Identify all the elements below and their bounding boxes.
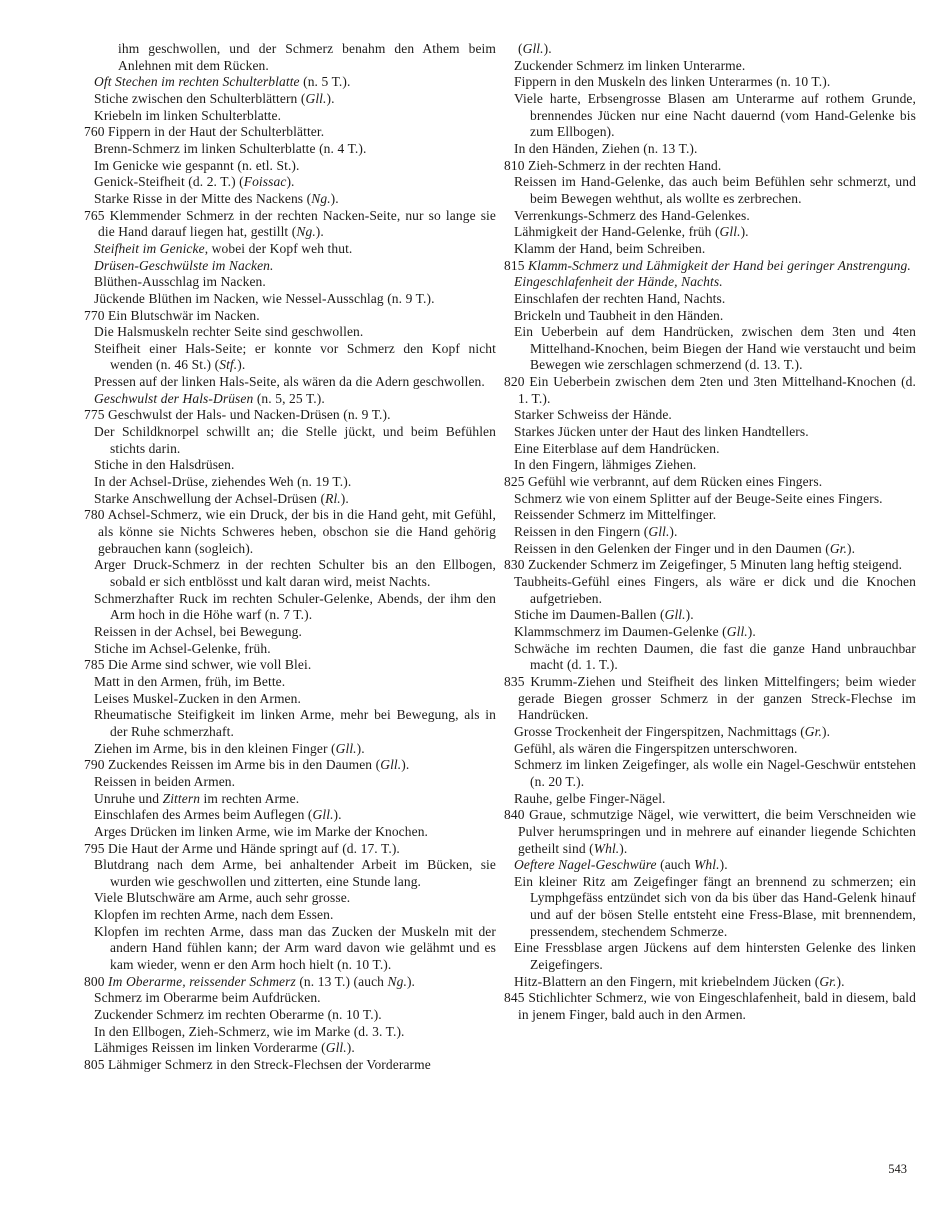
entry-text: Oft Stechen im rechten Schulterblatte xyxy=(94,74,300,90)
entry-text: ). xyxy=(740,224,749,240)
entry-text: Reissen in den Gelenken der Finger und in den Daumen ( xyxy=(514,540,830,556)
entry-text: Gll. xyxy=(325,1040,347,1056)
symptom-entry xyxy=(504,457,916,474)
symptom-entry xyxy=(504,624,916,641)
symptom-entry xyxy=(84,807,496,824)
symptom-entry xyxy=(84,141,496,158)
entry-text: ). xyxy=(747,623,756,639)
entry-text: Arges Drücken im linken Arme, wie im Marke der Knochen. xyxy=(94,823,429,839)
entry-text: Gr. xyxy=(819,973,837,989)
entry-text: Grosse Trockenheit der Fingerspitzen, Nachmittags ( xyxy=(514,723,805,739)
entry-text: Klammschmerz im Daumen-Gelenke ( xyxy=(514,623,727,639)
symptom-entry xyxy=(84,707,496,740)
entry-text: ). xyxy=(237,357,246,373)
symptom-entry xyxy=(504,507,916,524)
entry-text: Zuckender Schmerz im Zeigefinger, 5 Minuten lang heftig steigend. xyxy=(528,557,903,573)
entry-text: Zittern xyxy=(162,790,201,806)
symptom-entry xyxy=(84,624,496,641)
entry-text: Stf. xyxy=(219,357,238,373)
symptom-entry-805 xyxy=(84,1057,496,1074)
entry-text: (n. 13 T.) (auch xyxy=(295,973,388,989)
symptom-entry xyxy=(504,874,916,941)
entry-number: 820 xyxy=(504,374,530,390)
symptom-entry xyxy=(84,557,496,590)
symptom-entry xyxy=(84,74,496,91)
entry-text: Eine Fressblase argen Jückens auf dem hintersten Gelenke des linken Zeigefingers. xyxy=(514,940,916,973)
symptom-entry xyxy=(84,324,496,341)
entry-text: Foissac xyxy=(243,174,287,190)
entry-text: Reissen in der Achsel, bei Bewegung. xyxy=(94,623,302,639)
entry-text: Ein Blutschwär im Nacken. xyxy=(108,307,260,323)
symptom-entry xyxy=(84,691,496,708)
symptom-entry xyxy=(84,1007,496,1024)
symptom-entry xyxy=(504,208,916,225)
entry-text: Ein Ueberbein auf dem Handrücken, zwischen dem 3ten und 4ten Mittelhand-Knochen, beim Biegen der Hand wie verstaucht und beim Bewegen wie zerschlagen schmerzend (d. 13. T.). xyxy=(514,324,916,373)
entry-text: ). xyxy=(821,723,831,739)
entry-text: Gll. xyxy=(726,623,748,639)
entry-text: Stiche zwischen den Schulterblättern ( xyxy=(94,90,306,106)
entry-text: Matt in den Armen, früh, im Bette. xyxy=(94,673,286,689)
symptom-entry xyxy=(84,108,496,125)
entry-text: Im Genicke wie gespannt (n. etl. St.). xyxy=(94,157,300,173)
entry-text: Gefühl, als wären die Fingerspitzen unterschworen. xyxy=(514,740,798,756)
entry-text: Reissen im Hand-Gelenke, das auch beim Befühlen sehr schmerzt, und beim Bewegen wehthut, als wollte es zerbrechen. xyxy=(514,174,916,206)
symptom-entry xyxy=(84,341,496,374)
entry-text: Gefühl wie verbrannt, auf dem Rücken eines Fingers. xyxy=(528,474,823,490)
symptom-entry xyxy=(84,857,496,890)
entry-number: 810 xyxy=(504,157,529,173)
entry-text: Viele harte, Erbsengrosse Blasen am Unterarme auf rothem Grunde, brennendes Jücken nur eine Nacht dauernd (vom Hand-Gelenke bis zum Ellbogen). xyxy=(514,90,916,140)
entry-text: Stiche in den Halsdrüsen. xyxy=(94,457,235,473)
symptom-entry xyxy=(84,474,496,491)
entry-text: Genick-Steifheit (d. 2. T.) ( xyxy=(94,174,244,190)
entry-text: Gll. xyxy=(335,740,357,756)
symptom-entry xyxy=(84,1040,496,1057)
entry-text: Steifheit einer Hals-Seite; er konnte vor Schmerz den Kopf nicht wenden (n. 46 St.) ( xyxy=(94,340,496,373)
entry-text: Eingeschlafenheit der Hände, Nachts. xyxy=(514,274,723,290)
entry-text: Geschwulst der Hals-Drüsen xyxy=(94,390,254,406)
symptom-entry xyxy=(84,391,496,408)
entry-text: ). xyxy=(619,840,628,856)
entry-text: Blutdrang nach dem Arme, bei anhaltender Arbeit im Bücken, sie wurden wie geschwollen und zitterten, eine Stunde lang. xyxy=(94,857,496,889)
entry-text: Reissender Schmerz im Mittelfinger. xyxy=(514,507,717,523)
symptom-entry xyxy=(504,940,916,973)
entry-text: Lähmiger Schmerz in den Streck-Flechsen der Vorderarme xyxy=(108,1057,431,1073)
symptom-entry xyxy=(84,824,496,841)
entry-text: ). xyxy=(669,524,678,540)
symptom-entry-800 xyxy=(84,974,496,991)
entry-text: Zieh-Schmerz in der rechten Hand. xyxy=(528,157,722,173)
entry-text: Gll. xyxy=(719,224,741,240)
entry-text: Die Haut der Arme und Hände springt auf (d. 17. T.). xyxy=(108,840,400,856)
symptom-entry xyxy=(84,241,496,258)
entry-number: 800 xyxy=(84,973,109,989)
entry-number: 840 xyxy=(504,807,530,823)
entry-text: (n. 5, 25 T.). xyxy=(253,390,325,406)
entry-text: ihm geschwollen, und der Schmerz benahm den Athem beim Anlehnen mit dem Rücken. xyxy=(118,41,496,73)
entry-text: In der Achsel-Drüse, ziehendes Weh (n. 19 T.). xyxy=(94,474,352,490)
symptom-entry xyxy=(84,274,496,291)
symptom-entry xyxy=(504,58,916,75)
entry-number: 795 xyxy=(84,840,109,856)
entry-text: ). xyxy=(685,607,694,623)
entry-text: ). xyxy=(340,490,349,506)
entry-text: ( xyxy=(518,41,523,56)
entry-text: Unruhe und xyxy=(94,790,163,806)
symptom-entry xyxy=(504,741,916,758)
entry-text: ). xyxy=(406,973,416,989)
symptom-entry xyxy=(84,774,496,791)
entry-text: ). xyxy=(543,41,552,56)
entry-text: ). xyxy=(847,540,856,556)
entry-text: Krumm-Ziehen und Steifheit des linken Mittelfingers; beim wieder gerade Biegen grosser Schmerz in der ganzen Streck-Flechse im Handrücken. xyxy=(518,673,916,723)
entry-text: In den Händen, Ziehen (n. 13 T.). xyxy=(514,140,698,156)
entry-text: Brenn-Schmerz im linken Schulterblatte (n. 4 T.). xyxy=(94,140,367,156)
entry-text: Ein Ueberbein zwischen dem 2ten und 3ten Mittelhand-Knochen (d. 1. T.). xyxy=(518,374,916,406)
entry-text: Stiche im Daumen-Ballen ( xyxy=(514,607,665,623)
entry-text: ). xyxy=(333,807,342,823)
symptom-entry xyxy=(504,274,916,291)
entry-text: Zuckendes Reissen im Arme bis in den Daumen ( xyxy=(108,757,381,773)
symptom-entry xyxy=(504,41,916,58)
symptom-entry xyxy=(84,258,496,275)
entry-text: Gll. xyxy=(522,41,544,56)
symptom-entry xyxy=(504,791,916,808)
entry-text: Ng. xyxy=(296,224,316,240)
symptom-entry xyxy=(504,641,916,674)
symptom-entry xyxy=(504,441,916,458)
entry-number: 770 xyxy=(84,307,109,323)
symptom-entry xyxy=(84,907,496,924)
entry-text: Jückende Blüthen im Nacken, wie Nessel-Ausschlag (n. 9 T.). xyxy=(94,290,435,306)
symptom-entry xyxy=(84,191,496,208)
entry-text: Einschlafen des Armes beim Auflegen ( xyxy=(94,807,313,823)
entry-text: Ng. xyxy=(387,973,407,989)
symptom-entry xyxy=(504,541,916,558)
symptom-entry-770 xyxy=(84,308,496,325)
entry-text: (auch xyxy=(656,857,695,873)
entry-text: , wobei der Kopf weh thut. xyxy=(204,240,353,256)
symptom-entry-785 xyxy=(84,657,496,674)
symptom-entry xyxy=(84,924,496,974)
entry-text: Schmerz im Oberarme beim Aufdrücken. xyxy=(94,990,321,1006)
entry-text: Stiche im Achsel-Gelenke, früh. xyxy=(94,640,271,656)
symptom-entry xyxy=(504,308,916,325)
symptom-entry xyxy=(84,641,496,658)
entry-text: Steifheit im Genicke xyxy=(94,240,205,256)
entry-number: 765 xyxy=(84,207,110,223)
entry-text: Lähmiges Reissen im linken Vorderarme ( xyxy=(94,1040,326,1056)
entry-number: 825 xyxy=(504,474,529,490)
entry-text: Pressen auf der linken Hals-Seite, als wären da die Adern geschwollen. xyxy=(94,374,485,390)
entry-text: Ziehen im Arme, bis in den kleinen Finger ( xyxy=(94,740,336,756)
entry-text: ). xyxy=(286,174,295,190)
entry-number: 805 xyxy=(84,1057,109,1073)
symptom-entry xyxy=(504,607,916,624)
entry-text: Leises Muskel-Zucken in den Armen. xyxy=(94,690,301,706)
entry-text: Klopfen im rechten Arme, dass man das Zucken der Muskeln mit der andern Hand fühlen kann; der Arm ward davon wie gelähmt und es kam wieder, wenn er den Arm hoch hielt (n. 10 T.). xyxy=(94,923,496,973)
entry-number: 780 xyxy=(84,507,108,523)
symptom-entry xyxy=(504,224,916,241)
symptom-entry-795 xyxy=(84,841,496,858)
symptom-entry xyxy=(84,374,496,391)
symptom-entry xyxy=(504,524,916,541)
entry-text: Ng. xyxy=(311,190,331,206)
entry-text: In den Fingern, lähmiges Ziehen. xyxy=(514,457,697,473)
symptom-entry-760 xyxy=(84,124,496,141)
entry-text: ). xyxy=(356,740,365,756)
symptom-entry xyxy=(84,741,496,758)
entry-text: (n. 5 T.). xyxy=(299,74,351,90)
entry-text: ). xyxy=(836,973,845,989)
entry-text: Arger Druck-Schmerz in der rechten Schulter bis an den Ellbogen, sobald er sich entblösst und kalt daran wird, meist Nachts. xyxy=(94,557,496,589)
entry-text: Whl. xyxy=(694,857,720,873)
symptom-entry xyxy=(504,491,916,508)
symptom-entry-825 xyxy=(504,474,916,491)
entry-text: Klamm-Schmerz und Lähmigkeit der Hand bei geringer Anstrengung. xyxy=(528,257,911,273)
entry-text: Einschlafen der rechten Hand, Nachts. xyxy=(514,290,726,306)
entry-text: Hitz-Blattern an den Fingern, mit kriebelndem Jücken ( xyxy=(514,973,820,989)
entry-number: 785 xyxy=(84,657,109,673)
entry-text: Gll. xyxy=(380,757,402,773)
entry-text: Klemmender Schmerz in der rechten Nacken-Seite, nur so lange sie die Hand darauf liegen hat, gestillt ( xyxy=(98,207,496,240)
entry-text: Fippern in den Muskeln des linken Unterarmes (n. 10 T.). xyxy=(514,74,831,90)
entry-number: 815 xyxy=(504,257,529,273)
text-column-left xyxy=(84,41,496,1074)
entry-text: Gll. xyxy=(305,90,327,106)
symptom-entry xyxy=(504,141,916,158)
entry-text: Zuckender Schmerz im rechten Oberarme (n. 10 T.). xyxy=(94,1007,382,1023)
entry-text: Lähmigkeit der Hand-Gelenke, früh ( xyxy=(514,224,720,240)
entry-number: 845 xyxy=(504,990,529,1006)
symptom-entry xyxy=(504,574,916,607)
entry-text: Oeftere Nagel-Geschwüre xyxy=(514,857,657,873)
symptom-entry-840 xyxy=(504,807,916,857)
entry-text: Gr. xyxy=(804,723,822,739)
entry-text: Brickeln und Taubheit in den Händen. xyxy=(514,307,724,323)
entry-text: Schmerz im linken Zeigefinger, als wolle ein Nagel-Geschwür entstehen (n. 20 T.). xyxy=(514,757,916,789)
symptom-entry xyxy=(504,424,916,441)
symptom-entry xyxy=(84,457,496,474)
symptom-entry xyxy=(504,241,916,258)
symptom-entry xyxy=(504,74,916,91)
entry-text: Starke Anschwellung der Achsel-Drüsen ( xyxy=(94,490,326,506)
entry-text: Starke Risse in der Mitte des Nackens ( xyxy=(94,190,312,206)
text-column-right xyxy=(504,41,916,1024)
symptom-entry-810 xyxy=(504,158,916,175)
symptom-entry xyxy=(504,857,916,874)
entry-text: Drüsen-Geschwülste im Nacken. xyxy=(94,257,274,273)
entry-text: Schmerzhafter Ruck im rechten Schuler-Gelenke, Abends, der ihm den Arm hoch in die Höhe warf (n. 7 T.). xyxy=(94,590,496,623)
symptom-entry xyxy=(84,674,496,691)
symptom-entry-830 xyxy=(504,557,916,574)
symptom-entry-780 xyxy=(84,507,496,557)
entry-text: Starkes Jücken unter der Haut des linken Handtellers. xyxy=(514,424,809,440)
symptom-entry xyxy=(504,324,916,374)
entry-text: ). xyxy=(330,190,339,206)
symptom-entry xyxy=(504,91,916,141)
entry-text: Der Schildknorpel schwillt an; die Stelle jückt, und beim Befühlen stichts darin. xyxy=(94,424,496,456)
entry-text: Reissen in den Fingern ( xyxy=(514,524,649,540)
symptom-entry xyxy=(84,591,496,624)
symptom-entry-775 xyxy=(84,407,496,424)
entry-text: Gll. xyxy=(648,524,670,540)
entry-number: 790 xyxy=(84,757,109,773)
entry-text: Im Oberarme, reissender Schmerz xyxy=(108,973,296,989)
symptom-entry xyxy=(84,990,496,1007)
entry-text: Klamm der Hand, beim Schreiben. xyxy=(514,240,706,256)
entry-number: 760 xyxy=(84,124,109,140)
symptom-entry xyxy=(84,491,496,508)
symptom-entry xyxy=(84,158,496,175)
symptom-entry xyxy=(84,91,496,108)
symptom-entry-845 xyxy=(504,990,916,1023)
symptom-entry xyxy=(84,791,496,808)
entry-text: ). xyxy=(719,857,728,873)
entry-text: Verrenkungs-Schmerz des Hand-Gelenkes. xyxy=(514,207,750,223)
symptom-entry-820 xyxy=(504,374,916,407)
entry-text: im rechten Arme. xyxy=(200,790,300,806)
entry-text: Gll. xyxy=(312,807,334,823)
entry-text: Taubheits-Gefühl eines Fingers, als wäre er dick und die Knochen aufgetrieben. xyxy=(514,574,916,606)
entry-text: Zuckender Schmerz im linken Unterarme. xyxy=(514,57,746,73)
entry-text: Starker Schweiss der Hände. xyxy=(514,407,672,423)
symptom-entry xyxy=(504,974,916,991)
entry-text: ). xyxy=(326,90,335,106)
entry-text: Blüthen-Ausschlag im Nacken. xyxy=(94,274,266,290)
symptom-entry-835 xyxy=(504,674,916,724)
entry-text: Achsel-Schmerz, wie ein Druck, der bis in die Hand geht, mit Gefühl, als könne sie Nichts Schweres heben, obschon sie die Hand gehörig gebrauchen kann (sogleich). xyxy=(98,507,496,556)
symptom-entry xyxy=(504,291,916,308)
symptom-entry-815 xyxy=(504,258,916,275)
symptom-entry xyxy=(504,757,916,790)
entry-text: Gll. xyxy=(664,607,686,623)
entry-text: ). xyxy=(315,224,324,240)
entry-text: Graue, schmutzige Nägel, wie verwittert, die beim Verschneiden wie Pulver herumspringen und in mehrere auf einander liegende Schichten getheilt sind ( xyxy=(518,807,916,856)
entry-text: ). xyxy=(346,1040,355,1056)
entry-text: Viele Blutschwäre am Arme, auch sehr grosse. xyxy=(94,890,351,906)
entry-text: Kriebeln im linken Schulterblatte. xyxy=(94,107,282,123)
entry-text: Rauhe, gelbe Finger-Nägel. xyxy=(514,790,666,806)
entry-text: Die Halsmuskeln rechter Seite sind geschwollen. xyxy=(94,324,364,340)
entry-text: Reissen in beiden Armen. xyxy=(94,773,236,789)
entry-text: Die Arme sind schwer, wie voll Blei. xyxy=(108,657,312,673)
symptom-entry xyxy=(84,890,496,907)
page-number: 543 xyxy=(888,1162,907,1176)
entry-text: Stichlichter Schmerz, wie von Eingeschlafenheit, bald in diesem, bald in jenem Finger, bald auch in den Armen. xyxy=(518,990,916,1023)
entry-text: Klopfen im rechten Arme, nach dem Essen. xyxy=(94,907,334,923)
symptom-entry xyxy=(504,174,916,207)
entry-text: Schwäche im rechten Daumen, die fast die ganze Hand unbrauchbar macht (d. 1. T.). xyxy=(514,640,916,673)
symptom-entry xyxy=(84,1024,496,1041)
entry-number: 835 xyxy=(504,673,531,689)
entry-text: Geschwulst der Hals- und Nacken-Drüsen (n. 9 T.). xyxy=(108,407,391,423)
symptom-entry xyxy=(504,724,916,741)
entry-text: ). xyxy=(401,757,410,773)
entry-number: 830 xyxy=(504,557,529,573)
symptom-entry xyxy=(84,41,496,74)
entry-text: Rl. xyxy=(325,490,341,506)
entry-text: Fippern in der Haut der Schulterblätter. xyxy=(108,124,325,140)
symptom-entry xyxy=(84,291,496,308)
entry-text: Ein kleiner Ritz am Zeigefinger fängt an brennend zu schmerzen; ein Lymphgefäss entzündet sich von da bis über das Hand-Gelenk hinauf und auf der bösen Stelle entsteht eine Fress-Blase, mit brennendem, pressendem, stechendem Schmerze. xyxy=(514,873,916,939)
symptom-entry xyxy=(504,407,916,424)
entry-number: 775 xyxy=(84,407,109,423)
symptom-entry xyxy=(84,174,496,191)
entry-text: Whl. xyxy=(593,840,620,856)
symptom-entry-790 xyxy=(84,757,496,774)
entry-text: Schmerz wie von einem Splitter auf der Beuge-Seite eines Fingers. xyxy=(514,490,883,506)
entry-text: Rheumatische Steifigkeit im linken Arme, mehr bei Bewegung, als in der Ruhe schmerzhaft. xyxy=(94,707,496,739)
symptom-entry-765 xyxy=(84,208,496,241)
entry-text: Eine Eiterblase auf dem Handrücken. xyxy=(514,440,720,456)
entry-text: Gr. xyxy=(829,540,848,556)
symptom-entry xyxy=(84,424,496,457)
entry-text: In den Ellbogen, Zieh-Schmerz, wie im Marke (d. 3. T.). xyxy=(94,1023,405,1039)
